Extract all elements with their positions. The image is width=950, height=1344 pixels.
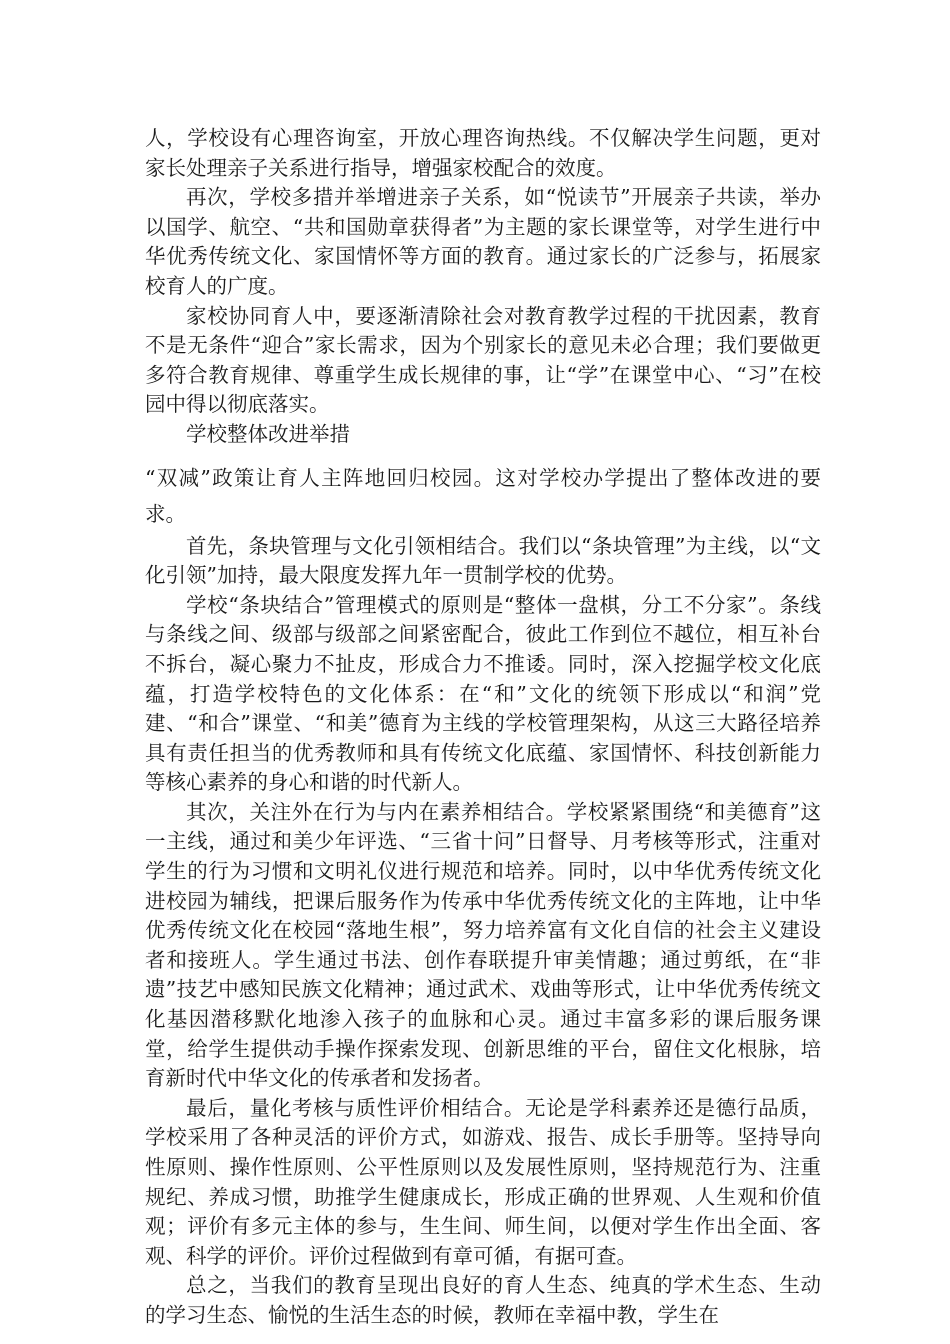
paragraph: 其次，关注外在行为与内在素养相结合。学校紧紧围绕“和美德育”这一主线，通过和美少年评选、“三省十问”日督导、月考核等形式，注重对学生的行为习惯和文明礼仪进行规范和培养。同时，以中华优秀传统文化进校园为辅线，把课后服务作为传承中华优秀传统文化的主阵地，让中华优秀传统文化在校园“落地生根”，努力培养富有文化自信的社会主义建设者和接班人。学生通过书法、创作春联提升审美情趣；通过剪纸，在“非遗”技艺中感知民族文化精神；通过武术、戏曲等形式，让中华优秀传统文化基因潜移默化地渗入孩子的血脉和心灵。通过丰富多彩的课后服务课堂，给学生提供动手操作探索发现、创新思维的平台，留住文化根脉，培育新时代中华文化的传承者和发扬者。 [145,799,821,1091]
paragraph: 再次，学校多措并举增进亲子关系，如“悦读节”开展亲子共读，举办以国学、航空、“共和国勋章获得者”为主题的家长课堂等，对学生进行中华优秀传统文化、家国情怀等方面的教育。通过家长的广泛参与，拓展家校育人的广度。 [145,185,821,298]
paragraph: 最后，量化考核与质性评价相结合。无论是学科素养还是德行品质，学校采用了各种灵活的评价方式，如游戏、报告、成长手册等。坚持导向性原则、操作性原则、公平性原则以及发展性原则，坚持规范行为、注重规纪、养成习惯，助推学生健康成长，形成正确的世界观、人生观和价值观；评价有多元主体的参与，生生间、师生间，以便对学生作出全面、客观、科学的评价。评价过程做到有章可循，有据可查。 [145,1095,821,1268]
paragraph: “双减”政策让育人主阵地回归校园。这对学校办学提出了整体改进的要求。 [145,465,821,526]
paragraph: 学校“条块结合”管理模式的原则是“整体一盘棋，分工不分家”。条线与条线之间、级部与级部之间紧密配合，彼此工作到位不越位，相互补台不拆台，凝心聚力不扯皮，形成合力不推诿。同时，深入挖掘学校文化底蕴，打造学校特色的文化体系：在“和”文化的统领下形成以“和润”党建、“和合”课堂、“和美”德育为主线的学校管理架构，从这三大路径培养具有责任担当的优秀教师和具有传统文化底蕴、家国情怀、科技创新能力等核心素养的身心和谐的时代新人。 [145,592,821,795]
paragraph: 首先，条块管理与文化引领相结合。我们以“条块管理”为主线，以“文化引领”加持，最大限度发挥九年一贯制学校的优势。 [145,533,821,588]
section-heading: 学校整体改进举措 [186,421,350,446]
paragraph: 总之，当我们的教育呈现出良好的育人生态、纯真的学术生态、生动的学习生态、愉悦的生活生态的时候，教师在幸福中教，学生在 [145,1273,821,1327]
paragraph-continuation: 人，学校设有心理咨询室，开放心理咨询热线。不仅解决学生问题，更对家长处理亲子关系进行指导，增强家校配合的效度。 [145,126,821,180]
paragraph: 家校协同育人中，要逐渐清除社会对教育教学过程的干扰因素，教育不是无条件“迎合”家长需求，因为个别家长的意见未必合理；我们要做更多符合教育规律、尊重学生成长规律的事，让“学”在课堂中心、“习”在校园中得以彻底落实。 [145,303,821,417]
body-text [145,124,821,1331]
